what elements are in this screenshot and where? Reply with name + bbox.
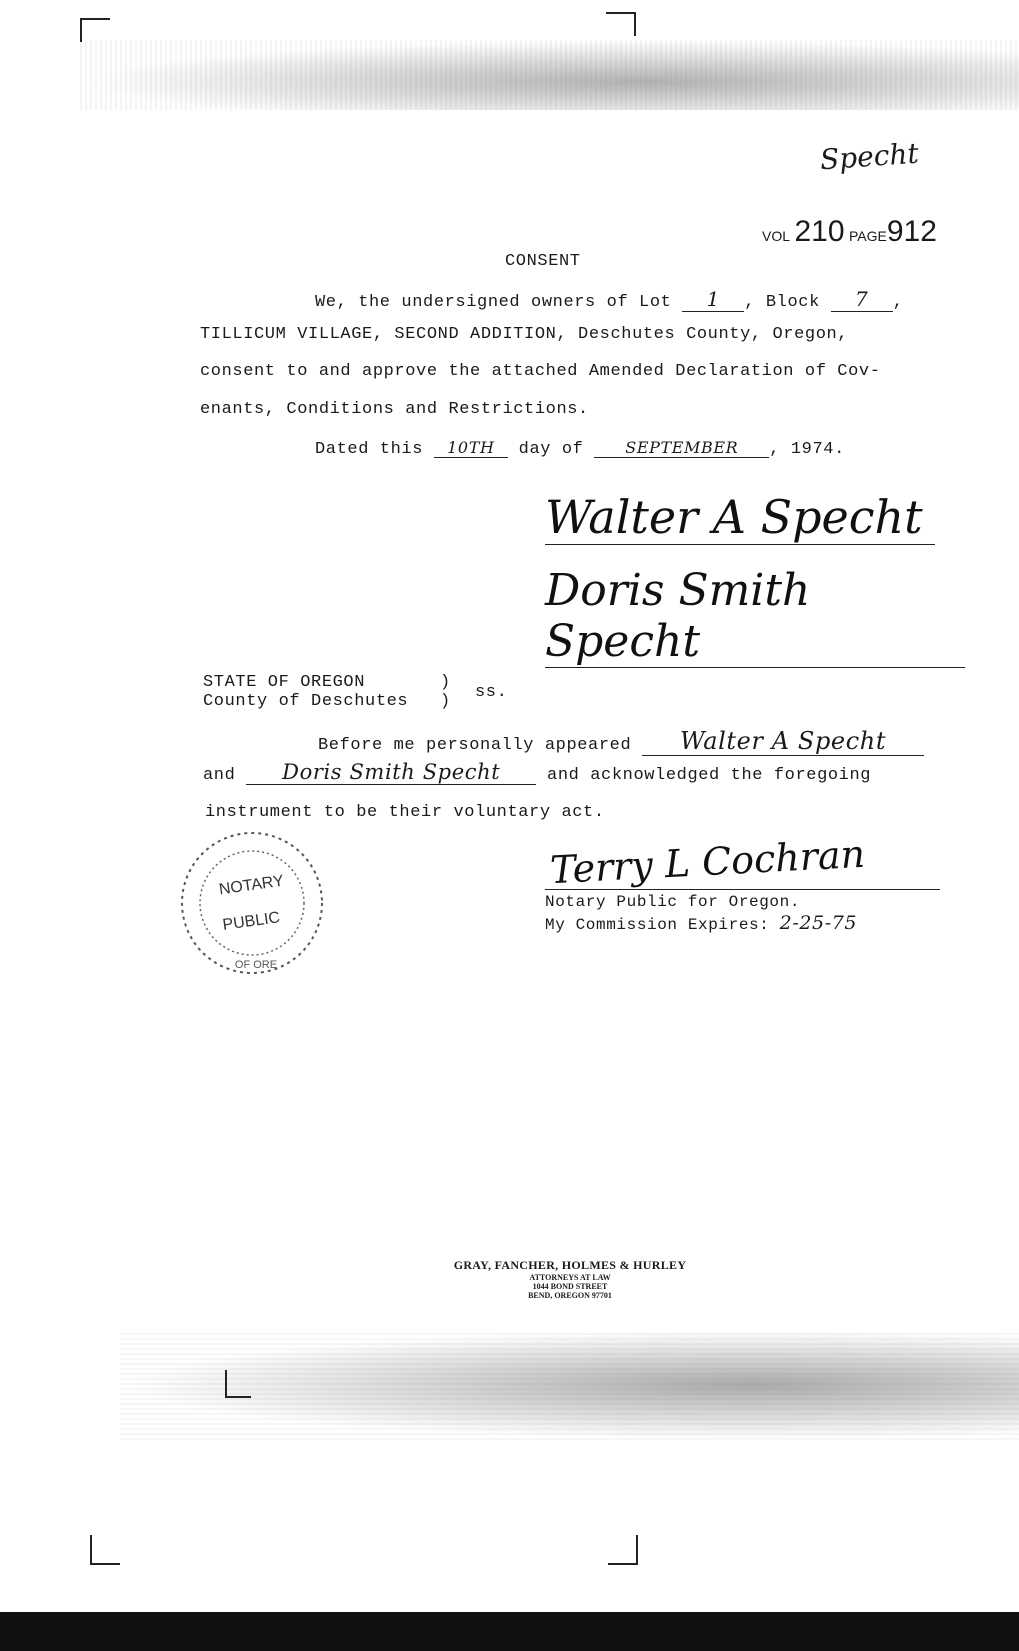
firm-sub-2: 1044 BOND STREET [532, 1282, 608, 1291]
notary-signature: Terry L Cochran [549, 831, 867, 893]
seal-text-top: NOTARY [217, 872, 285, 899]
ack-and: and [203, 766, 236, 785]
dated-post: , 1974. [769, 440, 845, 459]
ack-line-3: instrument to be their voluntary act. [205, 803, 605, 822]
firm-name: GRAY, FANCHER, HOLMES & HURLEY [453, 1258, 687, 1272]
ack-person-2: Doris Smith Specht [246, 760, 536, 785]
line1-pre: We, the undersigned owners of Lot [315, 293, 672, 312]
volume-page-stamp [762, 215, 937, 249]
dated-mid: day of [518, 440, 584, 459]
consent-line-1 [315, 287, 904, 312]
notary-commission [545, 912, 857, 934]
scan-edge-bar [0, 1612, 1019, 1651]
crop-mark-top-left [80, 18, 110, 42]
page-number: 912 [886, 215, 937, 248]
seal-text-ring: OF ORE [234, 959, 278, 971]
vol-number: 210 [794, 215, 845, 248]
block-number: 7 [831, 287, 893, 312]
dated-day: 10TH [434, 438, 508, 458]
dated-pre: Dated this [315, 440, 424, 459]
page-label: PAGE [848, 228, 887, 244]
ss-label: ss. [475, 683, 508, 702]
ack-person-1: Walter A Specht [642, 727, 924, 756]
ack-line-2 [203, 760, 871, 785]
seal-text-bottom: PUBLIC [221, 909, 282, 934]
vol-label: VOL [762, 228, 791, 244]
scan-noise-bottom [120, 1330, 1019, 1440]
line1-mid: , Block [744, 293, 820, 312]
law-firm-letterhead [400, 1258, 740, 1300]
county-line: County of Deschutes [203, 692, 409, 711]
consent-line-4: enants, Conditions and Restrictions. [200, 400, 589, 419]
line1-post: , [892, 293, 904, 312]
consent-line-2: TILLICUM VILLAGE, SECOND ADDITION, Deschutes County, Oregon, [200, 325, 849, 344]
venue-bracket: ) ) [440, 673, 451, 711]
crop-mark-top-right [606, 12, 636, 36]
crop-mark-bottom-left [90, 1535, 120, 1565]
firm-sub-3: BEND, OREGON 97701 [528, 1291, 612, 1300]
notary-signature-line [545, 889, 940, 890]
firm-sub-1: ATTORNEYS AT LAW [529, 1273, 611, 1282]
ack-before: Before me personally appeared [318, 736, 632, 755]
dated-month: SEPTEMBER [594, 438, 769, 458]
crop-mark-mid-left [225, 1370, 251, 1398]
dated-line [315, 438, 845, 459]
consent-title: CONSENT [505, 252, 581, 271]
crop-mark-bottom-right [608, 1535, 638, 1565]
ack-line-1 [318, 727, 924, 756]
state-line: STATE OF OREGON [203, 673, 366, 692]
notary-seal [160, 828, 345, 978]
scan-noise-top [80, 40, 1019, 110]
owner-signature-2: Doris Smith Specht [545, 565, 965, 668]
notary-title: Notary Public for Oregon. [545, 893, 801, 911]
lot-number: 1 [682, 287, 744, 312]
ack-after: and acknowledged the foregoing [547, 766, 872, 785]
commission-date: 2-25-75 [779, 912, 858, 934]
commission-label: My Commission Expires: [545, 916, 770, 934]
handwritten-name-note: Specht [818, 136, 920, 177]
consent-line-3: consent to and approve the attached Amended Declaration of Cov- [200, 362, 881, 381]
owner-signature-1: Walter A Specht [545, 490, 935, 545]
